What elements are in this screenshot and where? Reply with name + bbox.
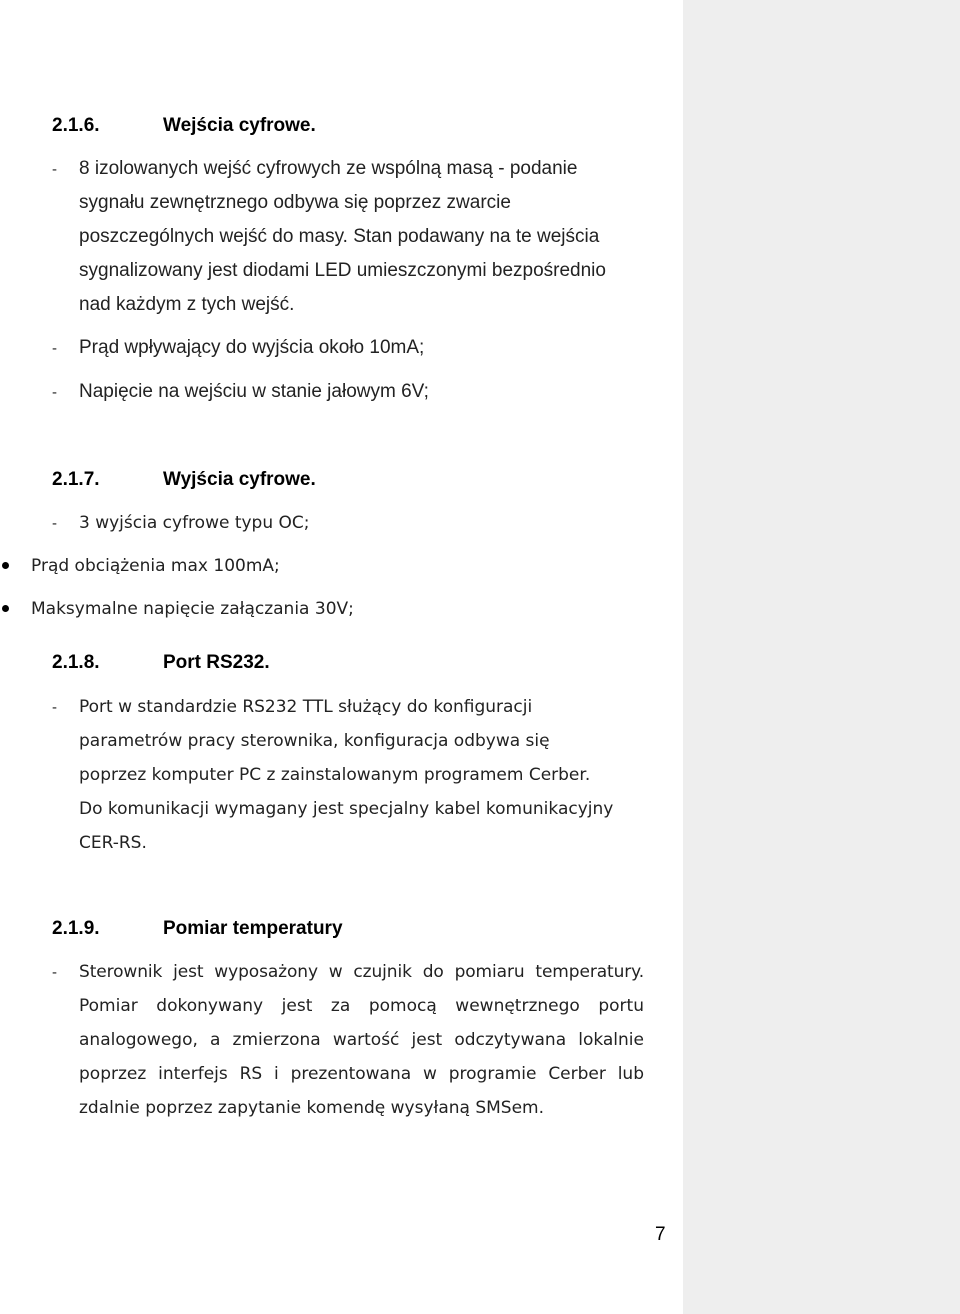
text-line: 8 izolowanych wejść cyfrowych ze wspólną masą - podanie <box>79 158 578 179</box>
list-item <box>52 506 677 540</box>
section-number: 2.1.7. <box>52 469 100 490</box>
section-number: 2.1.6. <box>52 115 100 136</box>
text-line: sygnalizowany jest diodami LED umieszczonymi bezpośrednio <box>79 260 606 281</box>
text-line: Do komunikacji wymagany jest specjalny kabel komunikacyjny <box>79 799 614 819</box>
page-number: 7 <box>655 1224 666 1245</box>
text-line: Port w standardzie RS232 TTL służący do konfiguracji <box>79 697 533 717</box>
text-line: sygnału zewnętrznego odbywa się poprzez zwarcie <box>79 192 511 213</box>
list-dash: - <box>52 964 57 981</box>
text-line: poprzez interfejs RS i prezentowana w programie Cerber lub <box>79 1064 644 1084</box>
list-dash: - <box>52 161 57 178</box>
section-heading-2-1-9 <box>52 918 343 940</box>
text-line: poszczególnych wejść do masy. Stan podawany na te wejścia <box>79 226 600 247</box>
section-title: Port RS232. <box>163 652 270 673</box>
text-line: zdalnie poprzez zapytanie komendę wysyłaną SMSem. <box>79 1098 545 1118</box>
text-line: Napięcie na wejściu w stanie jałowym 6V; <box>79 381 429 402</box>
list-dash: - <box>52 384 57 401</box>
section-title: Wejścia cyfrowe. <box>163 115 316 136</box>
section-title: Wyjścia cyfrowe. <box>163 469 316 490</box>
text-line: 3 wyjścia cyfrowe typu OC; <box>79 513 310 533</box>
text-line: analogowego, a zmierzona wartość jest odczytywana lokalnie <box>79 1030 644 1050</box>
bullet-dot-icon <box>2 605 9 612</box>
list-item <box>52 955 644 1125</box>
list-dash: - <box>52 340 57 357</box>
list-item <box>52 375 677 409</box>
list-dash: - <box>52 699 57 716</box>
text-line: Prąd wpływający do wyjścia około 10mA; <box>79 337 425 358</box>
section-number: 2.1.9. <box>52 918 100 939</box>
text-line: nad każdym z tych wejść. <box>79 294 295 315</box>
text-line: poprzez komputer PC z zainstalowanym programem Cerber. <box>79 765 591 785</box>
section-heading-2-1-7 <box>52 469 316 491</box>
list-item <box>52 152 677 322</box>
text-line: Maksymalne napięcie załączania 30V; <box>31 599 354 619</box>
bullet-item <box>0 549 660 583</box>
section-title: Pomiar temperatury <box>163 918 343 939</box>
bullet-item <box>0 592 660 626</box>
text-line: CER-RS. <box>79 833 147 853</box>
text-line: Pomiar dokonywany jest za pomocą wewnętrznego portu <box>79 996 644 1016</box>
bullet-dot-icon <box>2 562 9 569</box>
comment-margin-pane <box>683 0 960 1314</box>
text-line: Sterownik jest wyposażony w czujnik do pomiaru temperatury. <box>79 962 644 982</box>
list-item <box>52 690 677 860</box>
list-item <box>52 331 677 365</box>
text-line: Prąd obciążenia max 100mA; <box>31 556 280 576</box>
text-line: parametrów pracy sterownika, konfiguracja odbywa się <box>79 731 550 751</box>
section-heading-2-1-8 <box>52 652 270 674</box>
section-heading-2-1-6 <box>52 115 316 137</box>
section-number: 2.1.8. <box>52 652 100 673</box>
list-dash: - <box>52 515 57 532</box>
